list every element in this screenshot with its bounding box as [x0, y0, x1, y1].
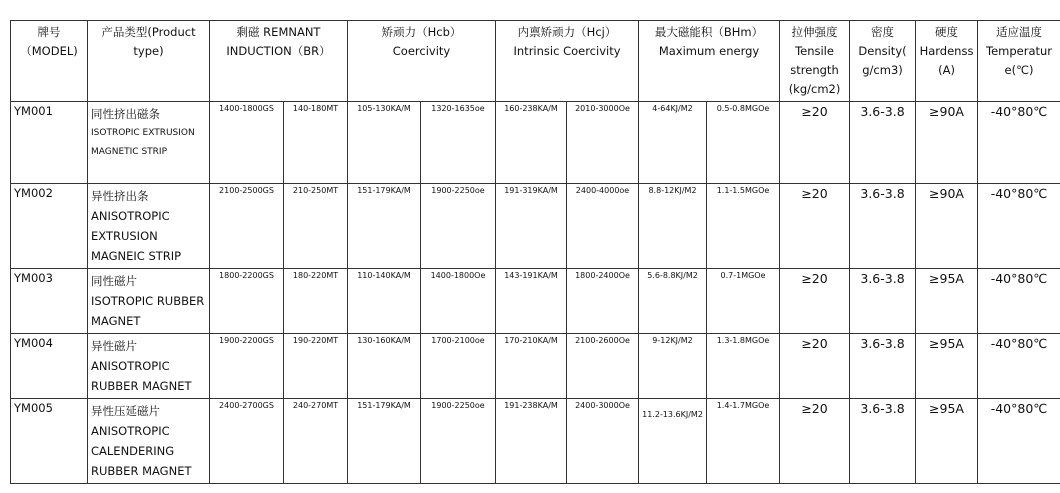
cell-br-gs: 1800-2200GS	[210, 269, 284, 334]
header-temp: 适应温度 Temperatur e(℃)	[978, 21, 1060, 102]
cell-hcb-oe: 1320-1635oe	[421, 102, 496, 184]
cell-temp: -40°80℃	[978, 102, 1060, 184]
cell-type: 同性挤出磁条 ISOTROPIC EXTRUSION MAGNETIC STRIP	[88, 102, 210, 184]
cell-temp: -40°80℃	[978, 399, 1060, 484]
cell-hcb-ka: 110-140KA/M	[348, 269, 421, 334]
cell-br-gs: 2100-2500GS	[210, 184, 284, 269]
cell-br-gs: 2400-2700GS	[210, 399, 284, 484]
cell-br-mt: 240-270MT	[284, 399, 348, 484]
cell-hcb-oe: 1700-2100oe	[421, 334, 496, 399]
cell-hcb-ka: 151-179KA/M	[348, 184, 421, 269]
table-row	[11, 102, 1060, 184]
cell-hardness: ≥90A	[916, 102, 978, 184]
cell-bhm-mgoe: 1.3-1.8MGOe	[707, 334, 780, 399]
cell-br-gs: 1900-2200GS	[210, 334, 284, 399]
table-row	[11, 269, 1060, 334]
cell-hcj-ka: 170-210KA/M	[496, 334, 567, 399]
cell-model: YM003	[11, 269, 88, 334]
cell-hcb-ka: 151-179KA/M	[348, 399, 421, 484]
table-row	[11, 334, 1060, 399]
cell-br-mt: 190-220MT	[284, 334, 348, 399]
cell-hcj-oe: 2400-4000oe	[567, 184, 639, 269]
cell-bhm-mgoe: 1.4-1.7MGOe	[707, 399, 780, 484]
cell-tensile: ≥20	[780, 399, 850, 484]
cell-hcj-oe: 2010-3000Oe	[567, 102, 639, 184]
cell-model: YM002	[11, 184, 88, 269]
cell-bhm-mgoe: 0.7-1MGOe	[707, 269, 780, 334]
cell-type: 异性磁片 ANISOTROPIC RUBBER MAGNET	[88, 334, 210, 399]
cell-tensile: ≥20	[780, 269, 850, 334]
cell-hcb-ka: 105-130KA/M	[348, 102, 421, 184]
header-density: 密度 Density( g/cm3)	[850, 21, 916, 102]
header-tensile: 拉伸强度 Tensile strength (kg/cm2)	[780, 21, 850, 102]
cell-br-mt: 140-180MT	[284, 102, 348, 184]
cell-bhm-mgoe: 0.5-0.8MGOe	[707, 102, 780, 184]
cell-hcb-ka: 130-160KA/M	[348, 334, 421, 399]
header-bhm: 最大磁能积（BHm） Maximum energy	[639, 21, 780, 102]
cell-hcj-oe: 2100-2600Oe	[567, 334, 639, 399]
cell-type: 异性挤出条 ANISOTROPIC EXTRUSION MAGNEIC STRIP	[88, 184, 210, 269]
cell-hcj-oe: 2400-3000Oe	[567, 399, 639, 484]
cell-tensile: ≥20	[780, 184, 850, 269]
cell-hcb-oe: 1900-2250oe	[421, 399, 496, 484]
cell-hcj-ka: 191-238KA/M	[496, 399, 567, 484]
cell-bhm-kj: 5.6-8.8KJ/M2	[639, 269, 707, 334]
cell-hardness: ≥95A	[916, 269, 978, 334]
header-hardness: 硬度 Hardenss (A)	[916, 21, 978, 102]
cell-hcb-oe: 1900-2250oe	[421, 184, 496, 269]
cell-hcj-ka: 143-191KA/M	[496, 269, 567, 334]
cell-density: 3.6-3.8	[850, 102, 916, 184]
cell-temp: -40°80℃	[978, 334, 1060, 399]
cell-density: 3.6-3.8	[850, 399, 916, 484]
magnet-spec-table	[10, 20, 1060, 484]
cell-type: 同性磁片 ISOTROPIC RUBBER MAGNET	[88, 269, 210, 334]
cell-density: 3.6-3.8	[850, 334, 916, 399]
header-br: 剩磁 REMNANT INDUCTION（BR）	[210, 21, 348, 102]
cell-br-gs: 1400-1800GS	[210, 102, 284, 184]
cell-hardness: ≥95A	[916, 399, 978, 484]
cell-tensile: ≥20	[780, 102, 850, 184]
cell-br-mt: 180-220MT	[284, 269, 348, 334]
cell-temp: -40°80℃	[978, 269, 1060, 334]
header-hcj: 内禀矫顽力（Hcj） Intrinsic Coercivity	[496, 21, 639, 102]
table-row	[11, 399, 1060, 484]
cell-model: YM005	[11, 399, 88, 484]
cell-bhm-kj: 11.2-13.6KJ/M2	[639, 399, 707, 484]
cell-hcj-ka: 191-319KA/M	[496, 184, 567, 269]
header-hcb: 矫顽力（Hcb） Coercivity	[348, 21, 496, 102]
table-row	[11, 184, 1060, 269]
cell-bhm-kj: 8.8-12KJ/M2	[639, 184, 707, 269]
header-model: 牌号 （MODEL)	[11, 21, 88, 102]
cell-bhm-kj: 9-12KJ/M2	[639, 334, 707, 399]
cell-hcj-ka: 160-238KA/M	[496, 102, 567, 184]
cell-hardness: ≥95A	[916, 334, 978, 399]
cell-br-mt: 210-250MT	[284, 184, 348, 269]
cell-hcb-oe: 1400-1800Oe	[421, 269, 496, 334]
header-type: 产品类型(Product type)	[88, 21, 210, 102]
cell-hardness: ≥90A	[916, 184, 978, 269]
cell-temp: -40°80℃	[978, 184, 1060, 269]
cell-hcj-oe: 1800-2400Oe	[567, 269, 639, 334]
cell-bhm-kj: 4-64KJ/M2	[639, 102, 707, 184]
cell-model: YM004	[11, 334, 88, 399]
header-row	[11, 21, 1060, 102]
cell-density: 3.6-3.8	[850, 184, 916, 269]
cell-type: 异性压延磁片 ANISOTROPIC CALENDERING RUBBER MAGNET	[88, 399, 210, 484]
cell-tensile: ≥20	[780, 334, 850, 399]
cell-model: YM001	[11, 102, 88, 184]
cell-bhm-mgoe: 1.1-1.5MGOe	[707, 184, 780, 269]
cell-density: 3.6-3.8	[850, 269, 916, 334]
